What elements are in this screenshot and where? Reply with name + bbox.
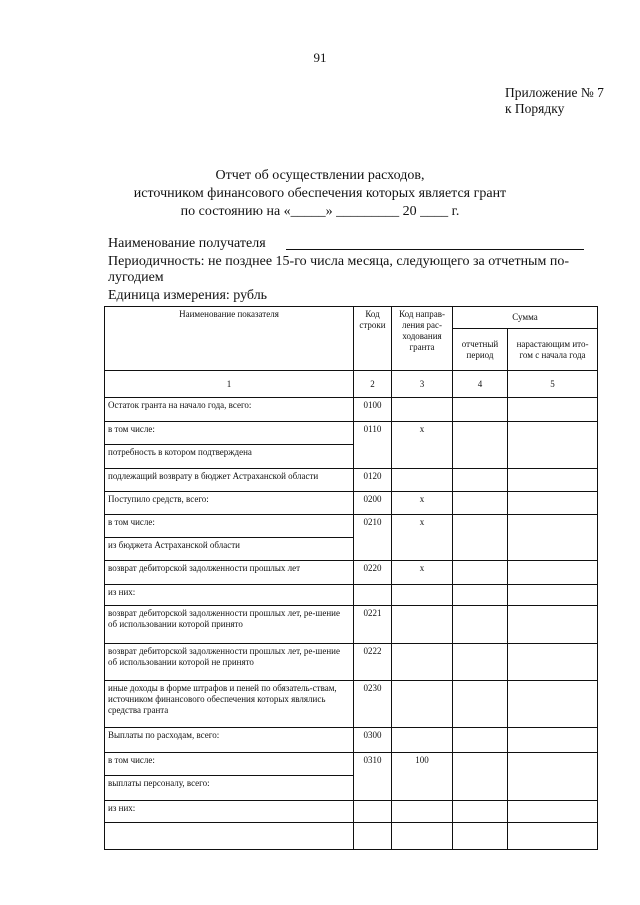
report-title-line-1: Отчет об осуществлении расходов, (215, 168, 425, 183)
row-name: Поступило средств, всего: (105, 492, 354, 515)
recipient-fill-line (286, 249, 584, 250)
table-row (105, 515, 598, 538)
sum-period-cell[interactable] (453, 728, 508, 753)
sum-cumulative-cell[interactable] (508, 606, 598, 644)
row-direction (392, 585, 453, 606)
row-code: 0210 (354, 515, 392, 538)
row-code: 0100 (354, 398, 392, 422)
row-name: потребность в котором подтверждена (105, 445, 354, 469)
sum-period-cell[interactable] (453, 445, 508, 469)
sum-period-cell[interactable] (453, 801, 508, 823)
row-code (354, 823, 392, 850)
row-direction: х (392, 492, 453, 515)
row-name (105, 823, 354, 850)
row-code (354, 776, 392, 801)
table-row (105, 422, 598, 445)
table-row (105, 492, 598, 515)
row-name: из бюджета Астраханской области (105, 538, 354, 561)
table-row (105, 585, 598, 606)
sum-cumulative-cell[interactable] (508, 492, 598, 515)
table-row (105, 561, 598, 585)
table-row (105, 681, 598, 728)
row-name: возврат дебиторской задолженности прошлых лет (105, 561, 354, 585)
row-name: в том числе: (105, 753, 354, 776)
col-number: 1 (105, 371, 354, 398)
table-row (105, 606, 598, 644)
table-row (105, 538, 598, 561)
table-row (105, 469, 598, 492)
header-name: Наименование показателя (105, 307, 354, 371)
sum-period-cell[interactable] (453, 469, 508, 492)
table-row (105, 445, 598, 469)
sum-cumulative-cell[interactable] (508, 776, 598, 801)
report-date-line: по состоянию на «_____» _________ 20 ____ г. (180, 204, 460, 219)
row-direction (392, 776, 453, 801)
row-code (354, 538, 392, 561)
row-code: 0220 (354, 561, 392, 585)
sum-cumulative-cell[interactable] (508, 753, 598, 776)
annex-label: Приложение № 7 (505, 85, 604, 100)
row-code: 0230 (354, 681, 392, 728)
row-direction (392, 823, 453, 850)
header-code: Код строки (354, 307, 392, 371)
row-direction: х (392, 422, 453, 445)
report-title-line-2: источником финансового обеспечения которых является грант (133, 186, 507, 201)
header-period: отчетный период (453, 329, 508, 371)
row-direction (392, 469, 453, 492)
row-direction: х (392, 561, 453, 585)
row-code (354, 445, 392, 469)
sum-period-cell[interactable] (453, 823, 508, 850)
page-number: 91 (313, 50, 327, 65)
row-name: Выплаты по расходам, всего: (105, 728, 354, 753)
row-code: 0222 (354, 644, 392, 681)
header-direction: Код направ-ления рас-ходования гранта (392, 307, 453, 371)
table-row (105, 776, 598, 801)
sum-period-cell[interactable] (453, 398, 508, 422)
report-table (104, 306, 598, 850)
sum-cumulative-cell[interactable] (508, 445, 598, 469)
row-direction (392, 644, 453, 681)
row-name: в том числе: (105, 422, 354, 445)
sum-cumulative-cell[interactable] (508, 681, 598, 728)
row-direction (392, 681, 453, 728)
row-direction (392, 445, 453, 469)
row-code: 0200 (354, 492, 392, 515)
row-code: 0120 (354, 469, 392, 492)
col-number: 5 (508, 371, 598, 398)
sum-period-cell[interactable] (453, 644, 508, 681)
table-row (105, 801, 598, 823)
col-number: 2 (354, 371, 392, 398)
col-number: 4 (453, 371, 508, 398)
row-direction (392, 538, 453, 561)
row-name: Остаток гранта на начало года, всего: (105, 398, 354, 422)
row-name: подлежащий возврату в бюджет Астраханской области (105, 469, 354, 492)
sum-period-cell[interactable] (453, 606, 508, 644)
periodicity-line-2: лугодием (108, 270, 164, 285)
table-row (105, 823, 598, 850)
header-sum: Сумма (453, 307, 598, 329)
table-row (105, 644, 598, 681)
unit-of-measure: Единица измерения: рубль (108, 288, 268, 303)
row-code: 0300 (354, 728, 392, 753)
sum-cumulative-cell[interactable] (508, 561, 598, 585)
recipient-label: Наименование получателя (108, 236, 266, 251)
row-code (354, 801, 392, 823)
table-row (105, 753, 598, 776)
row-name: из них: (105, 585, 354, 606)
sum-cumulative-cell[interactable] (508, 644, 598, 681)
sum-period-cell[interactable] (453, 515, 508, 538)
row-direction (392, 728, 453, 753)
annex-reference: к Порядку (505, 101, 565, 116)
row-name: выплаты персоналу, всего: (105, 776, 354, 801)
row-code: 0221 (354, 606, 392, 644)
sum-period-cell[interactable] (453, 561, 508, 585)
sum-cumulative-cell[interactable] (508, 469, 598, 492)
row-direction: х (392, 515, 453, 538)
sum-period-cell[interactable] (453, 422, 508, 445)
col-number: 3 (392, 371, 453, 398)
row-direction: 100 (392, 753, 453, 776)
periodicity-line-1: Периодичность: не позднее 15-го числа месяца, следующего за отчетным по- (108, 254, 569, 269)
row-direction (392, 398, 453, 422)
sum-period-cell[interactable] (453, 776, 508, 801)
sum-cumulative-cell[interactable] (508, 728, 598, 753)
sum-period-cell[interactable] (453, 538, 508, 561)
sum-cumulative-cell[interactable] (508, 422, 598, 445)
sum-cumulative-cell[interactable] (508, 585, 598, 606)
sum-cumulative-cell[interactable] (508, 823, 598, 850)
row-name: возврат дебиторской задолженности прошлых лет, ре-шение об использовании которой принято (105, 606, 354, 644)
row-name: из них: (105, 801, 354, 823)
row-direction (392, 801, 453, 823)
header-cumulative: нарастающим ито-гом с начала года (508, 329, 598, 371)
sum-cumulative-cell[interactable] (508, 538, 598, 561)
row-direction (392, 606, 453, 644)
sum-period-cell[interactable] (453, 585, 508, 606)
table-row (105, 398, 598, 422)
row-name: возврат дебиторской задолженности прошлых лет, ре-шение об использовании которой не принято (105, 644, 354, 681)
row-code (354, 585, 392, 606)
row-code: 0110 (354, 422, 392, 445)
sum-period-cell[interactable] (453, 753, 508, 776)
row-code: 0310 (354, 753, 392, 776)
row-name: иные доходы в форме штрафов и пеней по обязатель-ствам, источником финансового обеспечения которых являлись средства гранта (105, 681, 354, 728)
table-row (105, 728, 598, 753)
sum-cumulative-cell[interactable] (508, 398, 598, 422)
sum-period-cell[interactable] (453, 492, 508, 515)
row-name: в том числе: (105, 515, 354, 538)
sum-period-cell[interactable] (453, 681, 508, 728)
sum-cumulative-cell[interactable] (508, 801, 598, 823)
sum-cumulative-cell[interactable] (508, 515, 598, 538)
